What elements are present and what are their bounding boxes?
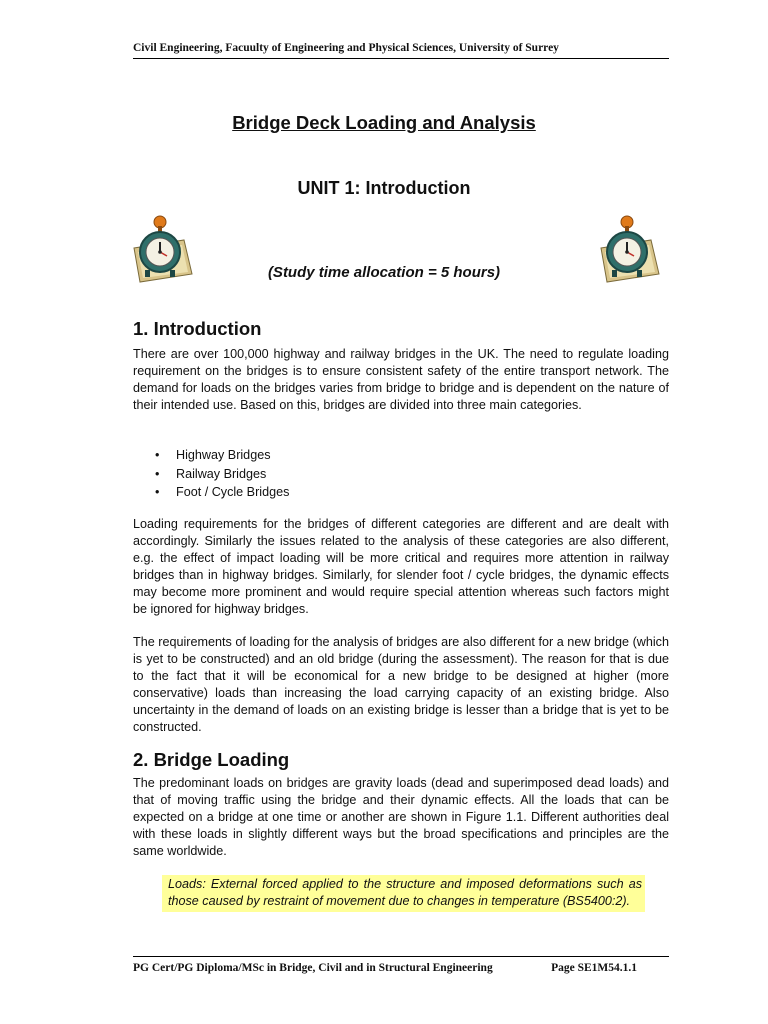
- new-vs-old-bridge-paragraph: The requirements of loading for the analysis of bridges are also different for a new bridge (which is yet to be constructed) and an old bridge (during the assessment). The reason for that is due to the fact that it will be economical for a new bridge to be designed at higher (more conservative) loads than increasing the load carrying capacity of an existing bridge. Also uncertainty in the demand of loads on an existing bridge is lesser than a bridge that is yet to be constructed.: [133, 635, 669, 734]
- bullet-icon: •: [155, 448, 160, 462]
- intro-paragraph: There are over 100,000 highway and railway bridges in the UK. The need to regulate loading requirement on the bridges is to ensure consistent safety of the entire transport network. The demand for loads on the bridges varies from bridge to bridge and is dependent on the nature of their intended use. Based on this, bridges are divided into three main categories.: [133, 347, 669, 412]
- page-number: Page SE1M54.1.1: [551, 962, 637, 974]
- list-item: • Railway Bridges: [155, 465, 289, 484]
- bullet-icon: •: [155, 485, 160, 499]
- list-item: • Highway Bridges: [155, 446, 289, 465]
- bridge-loading-paragraph: The predominant loads on bridges are gravity loads (dead and superimposed dead loads) and that of moving traffic using the bridge and their dynamic effects. All the loads that can be expected on a bridge at one time or another are shown in Figure 1.1. Different authorities deal with these loads in slightly different ways but the broad specifications and principles are the same worldwide.: [133, 776, 669, 858]
- loading-requirements-paragraph: Loading requirements for the bridges of different categories are different and are dealt with accordingly. Similarly the issues related to the analysis of these categories are also different, e.g. the effect of impact loading will be more critical and requires more attention in railway bridges than in highway bridges. Similarly, for slender foot / cycle bridges, the dynamic effects may become more prominent and would require special attention whereas such factors might be ignored for highway bridges.: [133, 517, 669, 616]
- section-heading-introduction: 1. Introduction: [133, 318, 262, 339]
- document-title: Bridge Deck Loading and Analysis: [232, 112, 536, 133]
- bridge-category-list: [155, 446, 289, 502]
- section-heading-bridge-loading: 2. Bridge Loading: [133, 749, 290, 770]
- page-footer: [133, 956, 669, 974]
- loads-definition-callout: Loads: External forced applied to the structure and imposed deformations such as those caused by restraint of movement due to changes in temperature (BS5400:2).: [162, 875, 645, 912]
- page-header: Civil Engineering, Facuulty of Engineering and Physical Sciences, University of Surrey: [133, 42, 669, 59]
- list-item: • Foot / Cycle Bridges: [155, 483, 289, 502]
- footer-programme: PG Cert/PG Diploma/MSc in Bridge, Civil and in Structural Engineering: [133, 962, 493, 974]
- unit-title: UNIT 1: Introduction: [297, 178, 471, 198]
- bullet-icon: •: [155, 466, 160, 481]
- study-time-allocation: (Study time allocation = 5 hours): [267, 264, 501, 281]
